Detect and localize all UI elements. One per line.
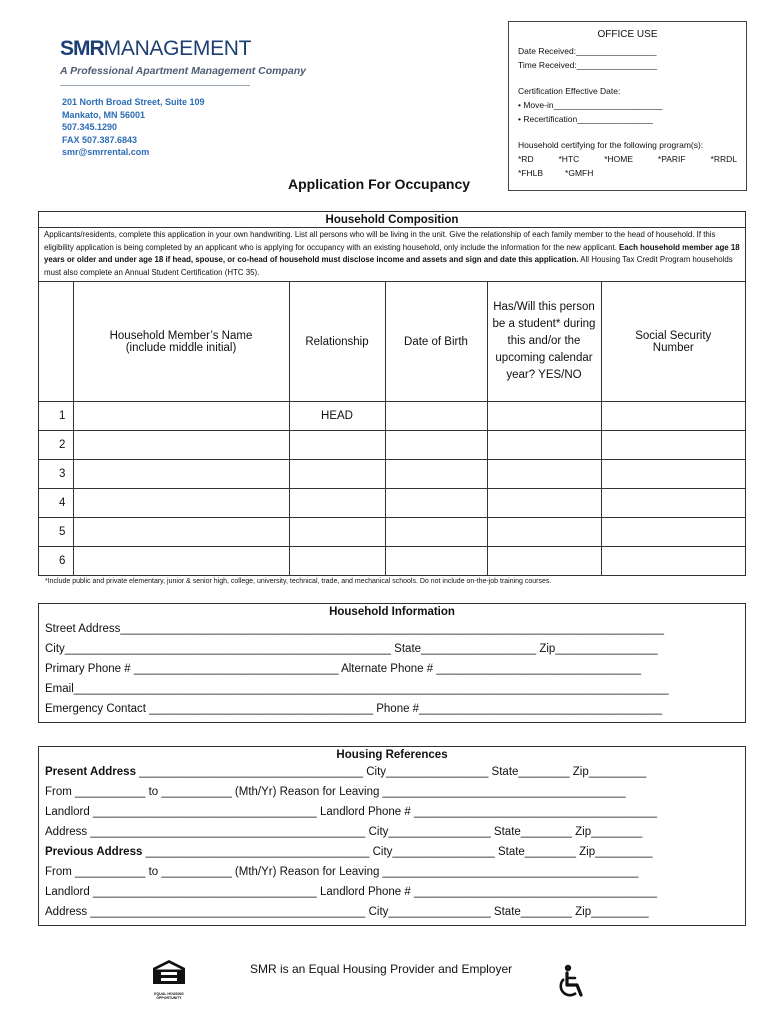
- ssn-header-line: Social Security: [635, 329, 712, 342]
- col-header-student: Has/Will this person be a student* during this and/or the upcoming calendar year? YES/NO: [487, 282, 601, 402]
- present-landlord-field[interactable]: Landlord ___________________________________ Landlord Phone # ______________________________________: [45, 806, 658, 818]
- present-address-blanks[interactable]: ___________________________________ City________________ State________ Zip_________: [135, 766, 647, 778]
- row-number: 6: [39, 547, 73, 576]
- office-use-box: [508, 21, 747, 191]
- office-use-title: OFFICE USE: [597, 29, 658, 40]
- ssn-cell[interactable]: [601, 431, 745, 460]
- ssn-cell[interactable]: [601, 489, 745, 518]
- equal-housing-logo-graphic: [149, 958, 189, 986]
- previous-address-blanks[interactable]: ___________________________________ City________________ State________ Zip_________: [142, 846, 653, 858]
- logo-brand-rest: MANAGEMENT: [103, 37, 252, 60]
- program-home[interactable]: *HOME: [604, 154, 633, 164]
- ssn-cell[interactable]: [601, 518, 745, 547]
- col-header-dob: Date of Birth: [385, 282, 487, 402]
- email-field[interactable]: Email_____________________________________________________________________________________________: [45, 683, 669, 695]
- student-cell[interactable]: [487, 431, 601, 460]
- program-parif[interactable]: *PARIF: [657, 154, 686, 164]
- programs-label: Household certifying for the following program(s):: [518, 140, 704, 150]
- student-cell[interactable]: [487, 489, 601, 518]
- date-received-field[interactable]: Date Received:_________________: [518, 46, 657, 56]
- emergency-contact-field[interactable]: Emergency Contact ___________________________________ Phone #______________________________________: [45, 703, 663, 715]
- table-header-row: [39, 282, 745, 402]
- table-row: [39, 489, 745, 518]
- ssn-header-line: Number: [652, 341, 694, 354]
- time-received-field[interactable]: Time Received:_________________: [518, 60, 658, 70]
- dob-cell[interactable]: [385, 431, 487, 460]
- household-composition-section: [38, 211, 746, 576]
- household-information-section: [38, 603, 746, 723]
- col-header-number: [39, 282, 73, 402]
- recertification-field[interactable]: • Recertification________________: [518, 114, 653, 124]
- street-address-field[interactable]: Street Address_____________________________________________________________________________________: [45, 623, 665, 635]
- name-header-line: Household Member’s Name: [109, 329, 253, 342]
- member-name-cell[interactable]: [73, 489, 289, 518]
- logo-wordmark: [60, 38, 306, 59]
- student-cell[interactable]: [487, 518, 601, 547]
- section-heading: Household Composition: [325, 214, 459, 226]
- cert-effective-label: Certification Effective Date:: [518, 86, 621, 96]
- col-header-relationship: Relationship: [289, 282, 385, 402]
- eho-caption-line: EQUAL HOUSING: [154, 992, 184, 996]
- row-number: 4: [39, 489, 73, 518]
- program-gmfh[interactable]: *GMFH: [565, 168, 594, 178]
- programs-row: [518, 152, 737, 166]
- member-name-cell[interactable]: [73, 431, 289, 460]
- row-number: 3: [39, 460, 73, 489]
- ssn-cell[interactable]: [601, 547, 745, 576]
- dob-cell[interactable]: [385, 402, 487, 431]
- ssn-cell[interactable]: [601, 402, 745, 431]
- phone-fields[interactable]: Primary Phone # ________________________________ Alternate Phone # ________________________________: [45, 663, 641, 675]
- table-row: [39, 518, 745, 547]
- table-row: [39, 431, 745, 460]
- page-title: Application For Occupancy: [288, 176, 471, 192]
- previous-landlord-address-field[interactable]: Address ___________________________________________ City________________ State________ Zip_________: [45, 906, 649, 918]
- company-address: [62, 96, 205, 159]
- dob-cell[interactable]: [385, 460, 487, 489]
- move-in-field[interactable]: • Move-in_______________________: [518, 100, 663, 110]
- dob-cell[interactable]: [385, 518, 487, 547]
- instructions-tail-text: All Housing Tax Credit Program households must also complete an Annual Student Certification (HTC 35).: [44, 255, 733, 277]
- equal-housing-icon: [148, 958, 190, 1000]
- logo-brand-bold: SMR: [60, 37, 104, 60]
- name-header-line: (include middle initial): [125, 341, 237, 354]
- program-rrdl[interactable]: *RRDL: [710, 154, 737, 164]
- row-number: 1: [39, 402, 73, 431]
- fax-line: FAX 507.387.6843: [62, 134, 138, 145]
- city-state-zip-field[interactable]: City___________________________________________________ State__________________ Zip________________: [45, 643, 658, 655]
- table-row: [39, 402, 745, 431]
- member-name-cell[interactable]: [73, 547, 289, 576]
- row-number: 5: [39, 518, 73, 547]
- previous-address-field[interactable]: [39, 842, 745, 862]
- company-logo: [60, 38, 306, 86]
- previous-address-label: Previous Address: [45, 846, 143, 858]
- relationship-cell[interactable]: [289, 460, 385, 489]
- household-members-table: [39, 281, 745, 576]
- row-number: 2: [39, 431, 73, 460]
- student-cell[interactable]: [487, 402, 601, 431]
- col-header-name: [73, 282, 289, 402]
- housing-references-section: [38, 746, 746, 926]
- ssn-cell[interactable]: [601, 460, 745, 489]
- section-heading: Household Information: [329, 606, 455, 618]
- instructions-text: Applicants/residents, complete this application in your own handwriting. List all persons who will be living in the unit. Give the relationship of each family member to the head of household. If this eligibility application is being completed by an applicant who is applying for occupancy with an existing household, only include the information for the new applicant.: [44, 230, 716, 252]
- present-address-field[interactable]: [39, 762, 745, 782]
- programs-row: [518, 166, 737, 180]
- present-address-label: Present Address: [45, 766, 136, 778]
- logo-divider: [60, 85, 250, 86]
- equal-housing-statement: SMR is an Equal Housing Provider and Employer: [250, 962, 513, 976]
- student-footnote: *Include public and private elementary, junior & senior high, college, university, technical, trade, and mechanical schools. Do not include on-the-job training courses.: [45, 578, 552, 585]
- phone-line: 507.345.1290: [62, 122, 118, 133]
- composition-instructions: [39, 227, 745, 281]
- section-heading: Housing References: [336, 749, 448, 761]
- dob-cell[interactable]: [385, 547, 487, 576]
- present-dates-field[interactable]: From ___________ to ___________ (Mth/Yr) Reason for Leaving ______________________________________: [45, 786, 626, 798]
- relationship-cell[interactable]: [289, 547, 385, 576]
- relationship-cell[interactable]: HEAD: [289, 402, 385, 431]
- wheelchair-graphic: [556, 964, 586, 1000]
- table-row: [39, 460, 745, 489]
- member-name-cell[interactable]: [73, 460, 289, 489]
- program-htc[interactable]: *HTC: [558, 154, 580, 164]
- dob-cell[interactable]: [385, 489, 487, 518]
- col-header-ssn: [601, 282, 745, 402]
- previous-dates-field[interactable]: From ___________ to ___________ (Mth/Yr) Reason for Leaving ________________________________________: [45, 866, 639, 878]
- email-line: smr@smrrental.com: [62, 147, 150, 158]
- previous-landlord-field[interactable]: Landlord ___________________________________ Landlord Phone # ______________________________________: [45, 886, 658, 898]
- instructions-bold-text: Each household member age 18 years or older and under age 18 if head, spouse, or co-head of household must disclose income and assets and sign and date this application.: [44, 242, 740, 265]
- student-cell[interactable]: [487, 460, 601, 489]
- present-landlord-address-field[interactable]: Address ___________________________________________ City________________ State________ Zip________: [45, 826, 643, 838]
- student-cell[interactable]: [487, 547, 601, 576]
- program-rd[interactable]: *RD: [518, 154, 534, 164]
- program-fhlb[interactable]: *FHLB: [518, 168, 544, 178]
- eho-caption: [148, 992, 190, 1000]
- member-name-cell[interactable]: [73, 402, 289, 431]
- address-line: 201 North Broad Street, Suite 109: [62, 97, 205, 107]
- relationship-cell[interactable]: [289, 489, 385, 518]
- member-name-cell[interactable]: [73, 518, 289, 547]
- relationship-cell[interactable]: [289, 518, 385, 547]
- logo-tagline: A Professional Apartment Management Company: [60, 65, 307, 77]
- eho-caption-line: OPPORTUNITY: [156, 996, 182, 1000]
- relationship-cell[interactable]: [289, 431, 385, 460]
- table-row: [39, 547, 745, 576]
- address-line: Mankato, MN 56001: [62, 109, 146, 120]
- wheelchair-icon: [556, 964, 586, 1005]
